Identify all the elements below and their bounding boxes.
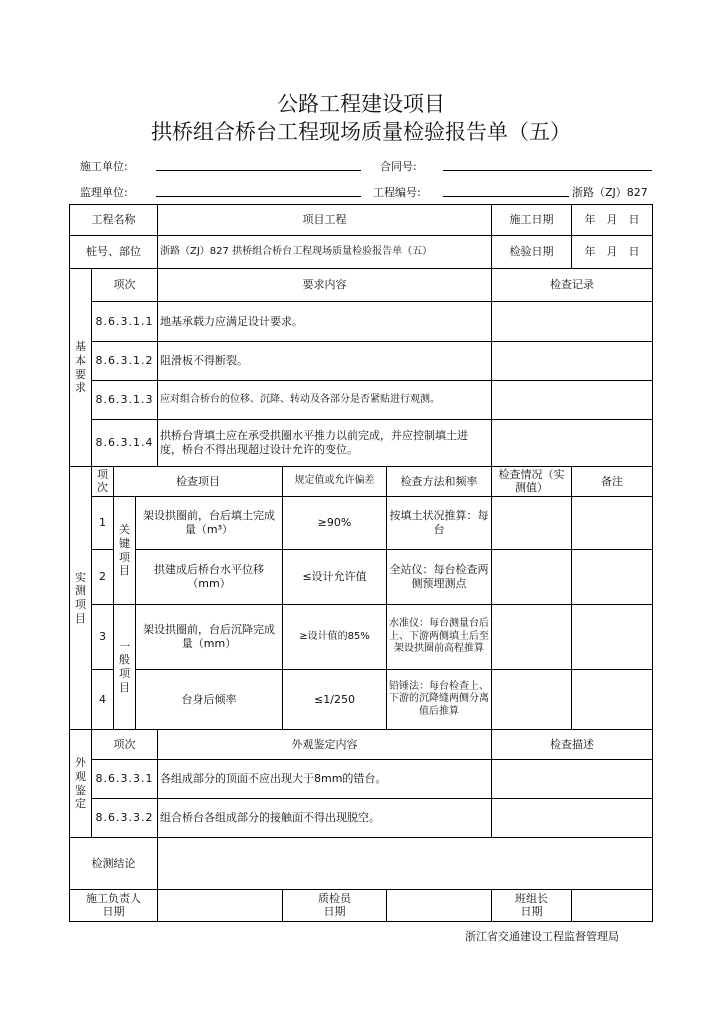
- measured-row-result[interactable]: [492, 497, 572, 550]
- basic-row-text: 应对组合桥台的位移、沉降、转动及各部分是否紧贴进行观测。: [158, 381, 492, 420]
- quality-inspector-date-label: 日期: [323, 904, 346, 918]
- measured-item-header: 项次: [92, 467, 114, 497]
- basic-row-code: 8.6.3.1.1: [92, 302, 158, 342]
- measured-row-item: 架设拱圈前，台后沉降完成量（mm）: [136, 605, 283, 670]
- inspection-date-value[interactable]: 年 月 日: [572, 236, 653, 269]
- check-item-header: 检查项目: [114, 467, 283, 497]
- measured-row-result[interactable]: [492, 550, 572, 605]
- basic-content-header: 要求内容: [158, 269, 492, 302]
- appearance-content-header: 外观鉴定内容: [158, 730, 492, 760]
- measured-row-item: 拱建成后桥台水平位移（mm）: [136, 550, 283, 605]
- station-value[interactable]: 浙路（ZJ）827 拱桥组合桥台工程现场质量检验报告单（五）: [158, 236, 492, 269]
- measured-row-tolerance: ≤设计允许值: [283, 550, 387, 605]
- measured-row-remark[interactable]: [572, 670, 653, 730]
- result-header: 检查情况（实测值）: [492, 467, 572, 497]
- project-name-value[interactable]: 项目工程: [158, 205, 492, 236]
- measured-row-tolerance: ≤1/250: [283, 670, 387, 730]
- basic-row-text: 地基承载力应满足设计要求。: [158, 302, 492, 342]
- inspection-date-label: 检验日期: [492, 236, 572, 269]
- construction-unit-label: 施工单位:: [80, 160, 128, 173]
- basic-row-code: 8.6.3.1.2: [92, 342, 158, 381]
- basic-row-text: 拱桥台背填土应在承受拱圈水平推力以前完成，并应控制填土进度，桥台不得出现超过设计允许的变位。: [158, 420, 492, 467]
- measured-section-label: 实 测 项 目: [70, 467, 92, 730]
- inspection-form: [69, 204, 653, 922]
- team-leader-label: 班组长: [515, 891, 549, 905]
- appearance-row-text: 各组成部分的顶面不应出现大于8mm的错台。: [158, 760, 492, 799]
- station-label: 桩号、部位: [70, 236, 158, 269]
- quality-inspector-cell: [283, 890, 387, 922]
- measured-row-no: 2: [92, 550, 114, 605]
- conclusion-field[interactable]: [158, 838, 653, 890]
- appearance-row-desc[interactable]: [492, 799, 653, 838]
- team-leader-signature[interactable]: [572, 890, 653, 922]
- tolerance-header: 规定值或允许偏差: [283, 467, 387, 497]
- measured-row-no: 4: [92, 670, 114, 730]
- basic-item-header: 项次: [92, 269, 158, 302]
- construction-lead-cell: [70, 890, 158, 922]
- quality-inspector-signature[interactable]: [387, 890, 492, 922]
- basic-row-record[interactable]: [492, 420, 653, 467]
- method-header: 检查方法和频率: [387, 467, 492, 497]
- basic-record-header: 检查记录: [492, 269, 653, 302]
- page-title: 公路工程建设项目: [277, 92, 445, 116]
- measured-row-no: 3: [92, 605, 114, 670]
- appearance-row-desc[interactable]: [492, 760, 653, 799]
- basic-row-code: 8.6.3.1.3: [92, 381, 158, 420]
- supervision-unit-field[interactable]: [156, 196, 361, 197]
- project-no-field[interactable]: [443, 196, 569, 197]
- appearance-row-text: 组合桥台各组成部分的接触面不得出现脱空。: [158, 799, 492, 838]
- measured-row-tolerance: ≥设计值的85%: [283, 605, 387, 670]
- measured-row-method: 全站仪：每台检查两侧预埋测点: [387, 550, 492, 605]
- general-group-label: 一 般 项 目: [114, 605, 136, 730]
- team-leader-date-label: 日期: [520, 904, 543, 918]
- measured-row-no: 1: [92, 497, 114, 550]
- measured-row-item: 台身后倾率: [136, 670, 283, 730]
- supervision-unit-label: 监理单位:: [80, 186, 128, 199]
- appearance-section-label: 外 观 鉴 定: [70, 730, 92, 838]
- measured-row-result[interactable]: [492, 670, 572, 730]
- construction-date-label: 施工日期: [492, 205, 572, 236]
- quality-inspector-label: 质检员: [318, 891, 351, 905]
- appearance-row-code: 8.6.3.3.2: [92, 799, 158, 838]
- project-no-label: 工程编号:: [373, 186, 421, 199]
- construction-lead-signature[interactable]: [158, 890, 283, 922]
- measured-row-remark[interactable]: [572, 497, 653, 550]
- measured-row-result[interactable]: [492, 605, 572, 670]
- project-name-label: 工程名称: [70, 205, 158, 236]
- basic-row-record[interactable]: [492, 381, 653, 420]
- project-no-value: 浙路（ZJ）827: [572, 186, 648, 199]
- measured-row-remark[interactable]: [572, 550, 653, 605]
- conclusion-label: 检测结论: [70, 838, 158, 890]
- construction-lead-date-label: 日期: [102, 904, 125, 918]
- contract-no-label: 合同号:: [380, 160, 417, 173]
- measured-row-method: 铅锤法：每台检查上、下游的沉降缝两侧分离值后推算: [387, 670, 492, 730]
- construction-unit-field[interactable]: [156, 170, 361, 171]
- measured-row-remark[interactable]: [572, 605, 653, 670]
- contract-no-field[interactable]: [443, 170, 652, 171]
- basic-row-code: 8.6.3.1.4: [92, 420, 158, 467]
- remark-header: 备注: [572, 467, 653, 497]
- measured-row-method: 水准仪：每台测量台后上、下游两侧填土后至架设拱圈前高程推算: [387, 605, 492, 670]
- key-group-label: 关 键 项 目: [114, 497, 136, 605]
- measured-row-method: 按填土状况推算：每台: [387, 497, 492, 550]
- measured-row-tolerance: ≥90%: [283, 497, 387, 550]
- appearance-item-header: 项次: [92, 730, 158, 760]
- construction-date-value[interactable]: 年 月 日: [572, 205, 653, 236]
- measured-row-item: 架设拱圈前，台后填土完成量（m³）: [136, 497, 283, 550]
- basic-section-label: 基 本 要 求: [70, 269, 92, 467]
- issuer-footer: 浙江省交通建设工程监督管理局: [465, 930, 619, 943]
- appearance-desc-header: 检查描述: [492, 730, 653, 760]
- basic-row-record[interactable]: [492, 302, 653, 342]
- basic-row-text: 阻滑板不得断裂。: [158, 342, 492, 381]
- page-subtitle: 拱桥组合桥台工程现场质量检验报告单（五）: [151, 120, 571, 144]
- appearance-row-code: 8.6.3.3.1: [92, 760, 158, 799]
- construction-lead-label: 施工负责人: [86, 891, 141, 905]
- basic-row-record[interactable]: [492, 342, 653, 381]
- team-leader-cell: [492, 890, 572, 922]
